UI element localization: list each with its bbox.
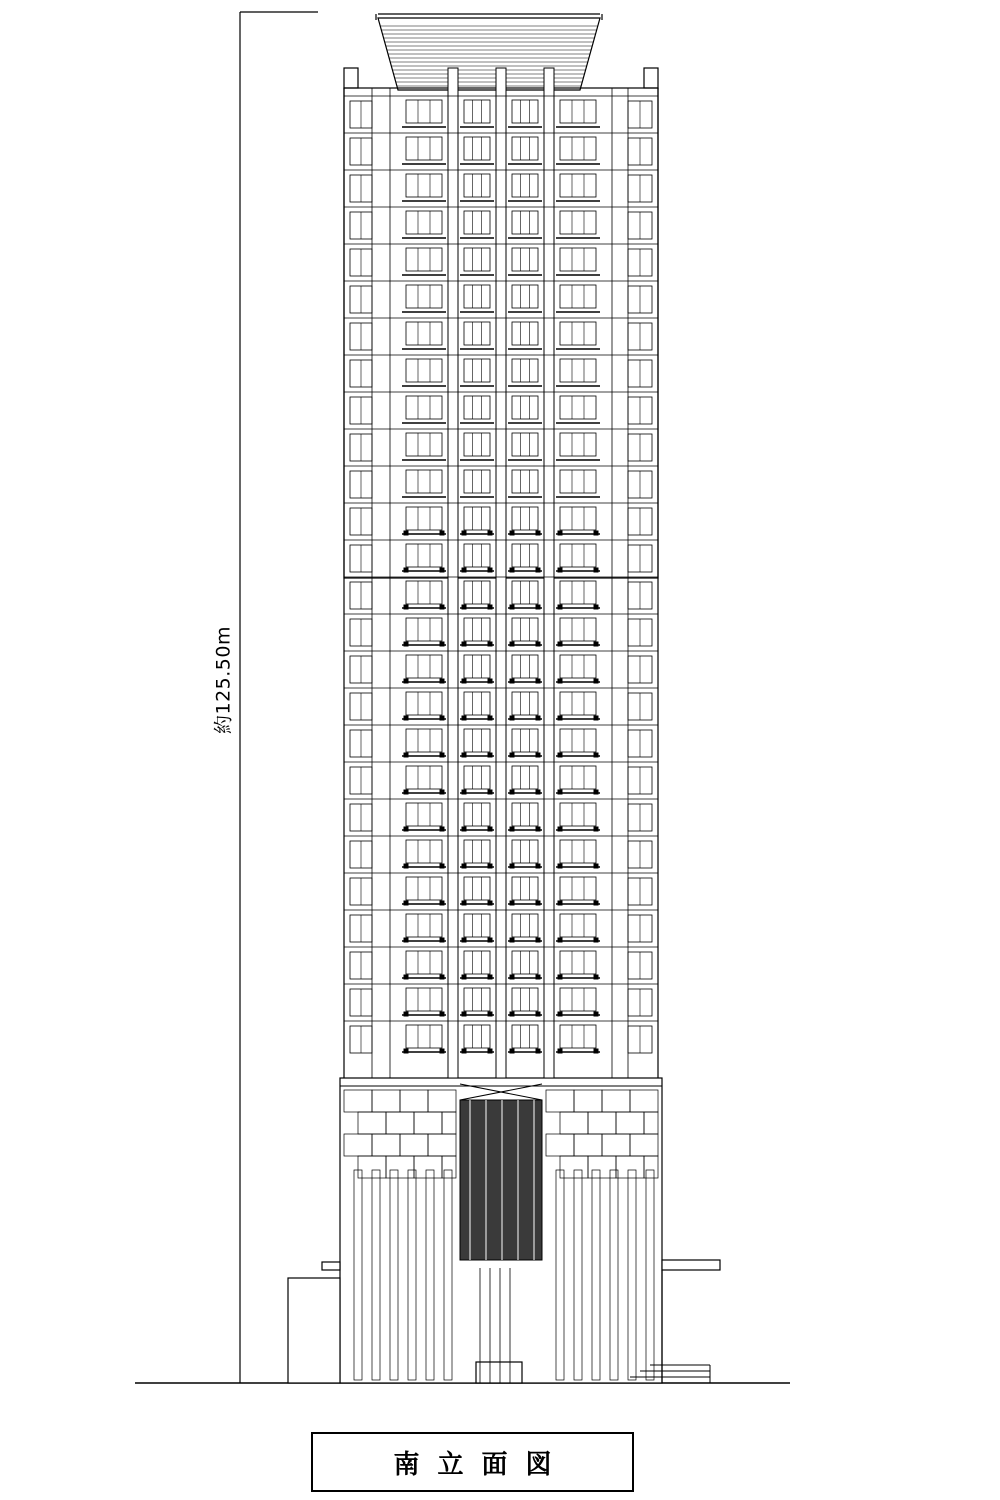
bay-window [560,285,596,308]
balcony-post [510,864,514,868]
bay-window [406,433,442,456]
balcony-post [462,605,466,609]
balcony-post [462,901,466,905]
bay-window [512,137,538,160]
balcony-post [510,827,514,831]
bay-window [512,211,538,234]
balcony-post [440,568,444,572]
bay-window [406,729,442,752]
bay-window [560,840,596,863]
bay-window [464,174,490,197]
balcony-post [488,1012,492,1016]
bay-window [560,655,596,678]
balcony-post [536,975,540,979]
bay-window [406,914,442,937]
bay-window [560,766,596,789]
bay-window [406,618,442,641]
right-wing-canopy [662,1260,720,1270]
bay-window [560,951,596,974]
balcony-post [404,901,408,905]
bay-window [464,581,490,604]
balcony-post [440,753,444,757]
balcony-post [558,864,562,868]
balcony-post [558,605,562,609]
bay-window [512,951,538,974]
bay-window [406,1025,442,1048]
bay-window [464,433,490,456]
balcony-post [536,605,540,609]
bay-window [464,877,490,900]
balcony-post [404,605,408,609]
drawing-title: 南立面図 [393,1449,570,1480]
bay-window [464,470,490,493]
balcony-post [488,864,492,868]
balcony-post [510,679,514,683]
balcony-post [440,938,444,942]
bay-window [406,544,442,567]
bay-window [512,1025,538,1048]
balcony-post [462,1012,466,1016]
bay-window [464,803,490,826]
roof-parapet-left [344,68,358,88]
bay-window [512,692,538,715]
balcony-post [488,642,492,646]
bay-window [406,877,442,900]
balcony-post [440,827,444,831]
balcony-post [440,975,444,979]
balcony-post [404,1049,408,1053]
balcony-post [488,531,492,535]
balcony-post [510,901,514,905]
balcony-post [536,827,540,831]
left-wing [288,1278,340,1383]
balcony-post [510,1049,514,1053]
bay-window [560,433,596,456]
bay-window [512,248,538,271]
balcony-post [440,716,444,720]
balcony-post [558,642,562,646]
balcony-post [510,605,514,609]
balcony-post [488,975,492,979]
bay-window [512,174,538,197]
balcony-post [440,1049,444,1053]
bay-window [512,877,538,900]
balcony-post [462,753,466,757]
balcony-post [558,975,562,979]
bay-window [406,988,442,1011]
balcony-post [510,531,514,535]
bay-window [560,877,596,900]
atrium-glass [460,1100,542,1260]
bay-window [464,100,490,123]
bay-window [512,433,538,456]
bay-window [560,396,596,419]
bay-window [560,729,596,752]
balcony-post [536,753,540,757]
bay-window [512,100,538,123]
balcony-post [594,605,598,609]
bay-window [560,988,596,1011]
balcony-post [510,1012,514,1016]
balcony-post [488,568,492,572]
bay-window [464,988,490,1011]
bay-window [512,914,538,937]
bay-window [464,544,490,567]
balcony-post [440,605,444,609]
balcony-post [594,568,598,572]
bay-window [464,359,490,382]
balcony-post [488,938,492,942]
bay-window [560,1025,596,1048]
balcony-post [404,753,408,757]
bay-window [406,248,442,271]
balcony-post [536,568,540,572]
balcony-post [404,790,408,794]
balcony-post [594,679,598,683]
balcony-post [558,753,562,757]
balcony-post [488,827,492,831]
bay-window [464,840,490,863]
balcony-post [558,568,562,572]
bay-window [512,544,538,567]
balcony-post [440,901,444,905]
bay-window [512,618,538,641]
balcony-post [440,531,444,535]
bay-window [512,655,538,678]
facade-fin [448,68,458,1078]
balcony-post [594,642,598,646]
bay-window [512,988,538,1011]
bay-window [406,396,442,419]
balcony-post [536,531,540,535]
balcony-post [404,642,408,646]
bay-window [512,359,538,382]
balcony-post [510,790,514,794]
bay-window [560,248,596,271]
balcony-post [558,827,562,831]
balcony-post [462,531,466,535]
balcony-post [404,1012,408,1016]
balcony-post [404,827,408,831]
bay-window [512,396,538,419]
height-dimension-label: 約125.50m [212,626,235,734]
bay-window [464,322,490,345]
bay-window [512,507,538,530]
bay-window [406,174,442,197]
facade-fin [496,68,506,1078]
bay-window [560,137,596,160]
bay-window [464,396,490,419]
bay-window [406,692,442,715]
bay-window [512,322,538,345]
bay-window [560,914,596,937]
balcony-post [510,938,514,942]
bay-window [464,507,490,530]
balcony-post [440,790,444,794]
balcony-post [440,1012,444,1016]
balcony-post [462,790,466,794]
balcony-post [594,827,598,831]
bay-window [464,914,490,937]
balcony-post [462,864,466,868]
balcony-post [594,790,598,794]
balcony-post [510,568,514,572]
bay-window [512,729,538,752]
bay-window [512,840,538,863]
bay-window [464,285,490,308]
bay-window [560,544,596,567]
balcony-post [536,864,540,868]
balcony-post [488,753,492,757]
balcony-post [594,901,598,905]
bay-window [406,470,442,493]
balcony-post [462,1049,466,1053]
balcony-post [594,753,598,757]
bay-window [512,766,538,789]
balcony-post [462,975,466,979]
balcony-post [510,716,514,720]
bay-window [512,470,538,493]
bay-window [464,248,490,271]
bay-window [464,951,490,974]
drawing-title-box [311,1432,634,1492]
balcony-post [510,753,514,757]
bay-window [464,655,490,678]
balcony-post [558,1012,562,1016]
roof-parapet-right [644,68,658,88]
bay-window [560,211,596,234]
balcony-post [462,679,466,683]
balcony-post [404,716,408,720]
bay-window [464,692,490,715]
balcony-post [488,716,492,720]
bay-window [512,803,538,826]
bay-window [406,507,442,530]
bay-window [406,211,442,234]
bay-window [406,655,442,678]
balcony-post [462,568,466,572]
bay-window [464,618,490,641]
bay-window [406,766,442,789]
balcony-post [536,679,540,683]
balcony-post [594,1049,598,1053]
entrance-canopy [476,1362,522,1383]
bay-window [560,100,596,123]
balcony-post [558,1049,562,1053]
bay-window [406,840,442,863]
balcony-post [536,1049,540,1053]
bay-window [512,285,538,308]
balcony-post [488,1049,492,1053]
balcony-post [536,642,540,646]
bay-window [464,1025,490,1048]
facade-fin [544,68,554,1078]
bay-window [464,211,490,234]
balcony-post [594,938,598,942]
balcony-post [404,531,408,535]
balcony-post [594,716,598,720]
bay-window [560,507,596,530]
balcony-post [488,679,492,683]
bay-window [464,137,490,160]
bay-window [464,766,490,789]
bay-window [406,100,442,123]
balcony-post [462,938,466,942]
balcony-post [440,864,444,868]
balcony-post [536,790,540,794]
bay-window [560,803,596,826]
bay-window [560,470,596,493]
balcony-post [462,642,466,646]
bay-window [464,729,490,752]
balcony-post [440,642,444,646]
balcony-post [558,938,562,942]
bay-window [560,322,596,345]
balcony-post [440,679,444,683]
balcony-post [510,975,514,979]
bay-window [406,951,442,974]
balcony-post [558,679,562,683]
bay-window [406,137,442,160]
bay-window [560,581,596,604]
bay-window [406,581,442,604]
balcony-post [488,901,492,905]
balcony-post [536,938,540,942]
bay-window [406,322,442,345]
balcony-post [510,642,514,646]
balcony-post [558,901,562,905]
balcony-post [404,568,408,572]
balcony-post [536,716,540,720]
balcony-post [404,679,408,683]
bay-window [560,174,596,197]
balcony-post [404,864,408,868]
balcony-post [404,975,408,979]
balcony-post [536,1012,540,1016]
balcony-post [536,901,540,905]
balcony-post [558,790,562,794]
bay-window [560,692,596,715]
balcony-post [404,938,408,942]
bay-window [406,359,442,382]
bay-window [406,803,442,826]
balcony-post [558,716,562,720]
balcony-post [594,531,598,535]
bay-window [560,359,596,382]
balcony-post [488,790,492,794]
bay-window [560,618,596,641]
balcony-post [594,975,598,979]
bay-window [512,581,538,604]
balcony-post [594,1012,598,1016]
balcony-post [462,827,466,831]
balcony-post [558,531,562,535]
balcony-post [462,716,466,720]
bay-window [406,285,442,308]
balcony-post [594,864,598,868]
balcony-post [488,605,492,609]
